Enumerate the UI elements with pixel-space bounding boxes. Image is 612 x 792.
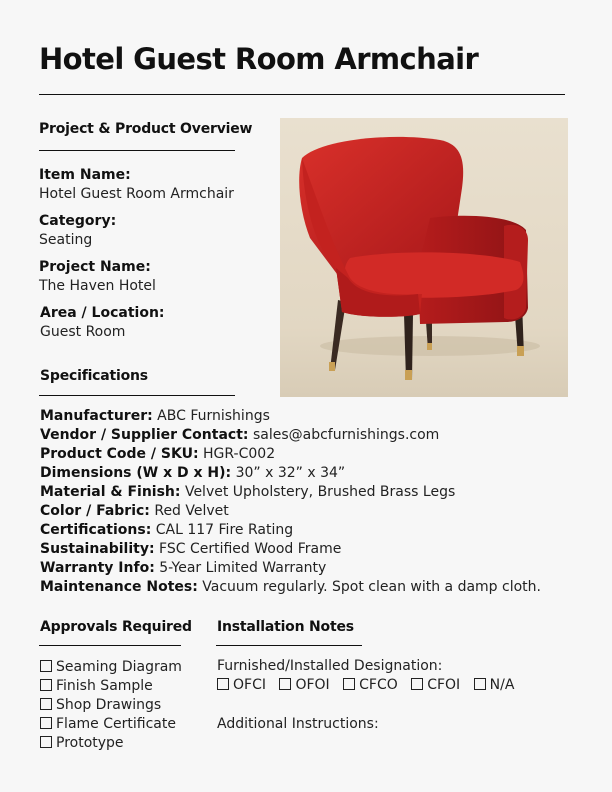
approvals-divider [39,645,181,646]
title-divider [39,94,565,95]
designation-options [217,677,523,693]
overview-divider [39,150,235,151]
spec-vendor-contact: Vendor / Supplier Contact: sales@abcfurnishings.com [40,427,440,443]
option-ofoi[interactable]: OFOI [279,677,329,693]
approval-shop-drawings[interactable]: Shop Drawings [40,697,161,713]
area-location-value: Guest Room [40,324,126,340]
designation-label: Furnished/Installed Designation: [217,658,443,674]
category-label: Category: [39,213,117,229]
area-location-label: Area / Location: [40,305,165,321]
approval-flame-certificate[interactable]: Flame Certificate [40,716,176,732]
spec-dimensions: Dimensions (W x D x H): 30” x 32” x 34” [40,465,346,481]
checkbox-icon[interactable] [40,698,52,710]
page-title: Hotel Guest Room Armchair [39,42,479,76]
checkbox-icon[interactable] [217,678,229,690]
approval-prototype[interactable]: Prototype [40,735,124,751]
installation-heading: Installation Notes [217,619,354,635]
checkbox-icon[interactable] [279,678,291,690]
project-name-label: Project Name: [39,259,151,275]
spec-color-fabric: Color / Fabric: Red Velvet [40,503,229,519]
checkbox-icon[interactable] [474,678,486,690]
checkbox-icon[interactable] [40,660,52,672]
checkbox-icon[interactable] [40,736,52,748]
overview-heading: Project & Product Overview [39,121,253,137]
spec-maintenance: Maintenance Notes: Vacuum regularly. Spot clean with a damp cloth. [40,579,541,595]
spec-manufacturer: Manufacturer: ABC Furnishings [40,408,270,424]
category-value: Seating [39,232,93,248]
checkbox-icon[interactable] [40,679,52,691]
project-name-value: The Haven Hotel [39,278,156,294]
approval-seaming-diagram[interactable]: Seaming Diagram [40,659,182,675]
item-name-value: Hotel Guest Room Armchair [39,186,234,202]
option-na[interactable]: N/A [474,677,515,693]
item-name-label: Item Name: [39,167,131,183]
spec-product-code: Product Code / SKU: HGR-C002 [40,446,276,462]
approvals-heading: Approvals Required [40,619,192,635]
spec-certifications: Certifications: CAL 117 Fire Rating [40,522,294,538]
product-image [280,118,568,397]
checkbox-icon[interactable] [40,717,52,729]
option-cfco[interactable]: CFCO [343,677,398,693]
installation-divider [216,645,362,646]
option-cfoi[interactable]: CFOI [411,677,460,693]
checkbox-icon[interactable] [343,678,355,690]
specifications-heading: Specifications [40,368,148,384]
checkbox-icon[interactable] [411,678,423,690]
spec-sustainability: Sustainability: FSC Certified Wood Frame [40,541,342,557]
option-ofci[interactable]: OFCI [217,677,266,693]
specifications-divider [39,395,235,396]
spec-material-finish: Material & Finish: Velvet Upholstery, Brushed Brass Legs [40,484,456,500]
spec-warranty: Warranty Info: 5-Year Limited Warranty [40,560,327,576]
additional-instructions-label: Additional Instructions: [217,716,379,732]
approval-finish-sample[interactable]: Finish Sample [40,678,153,694]
